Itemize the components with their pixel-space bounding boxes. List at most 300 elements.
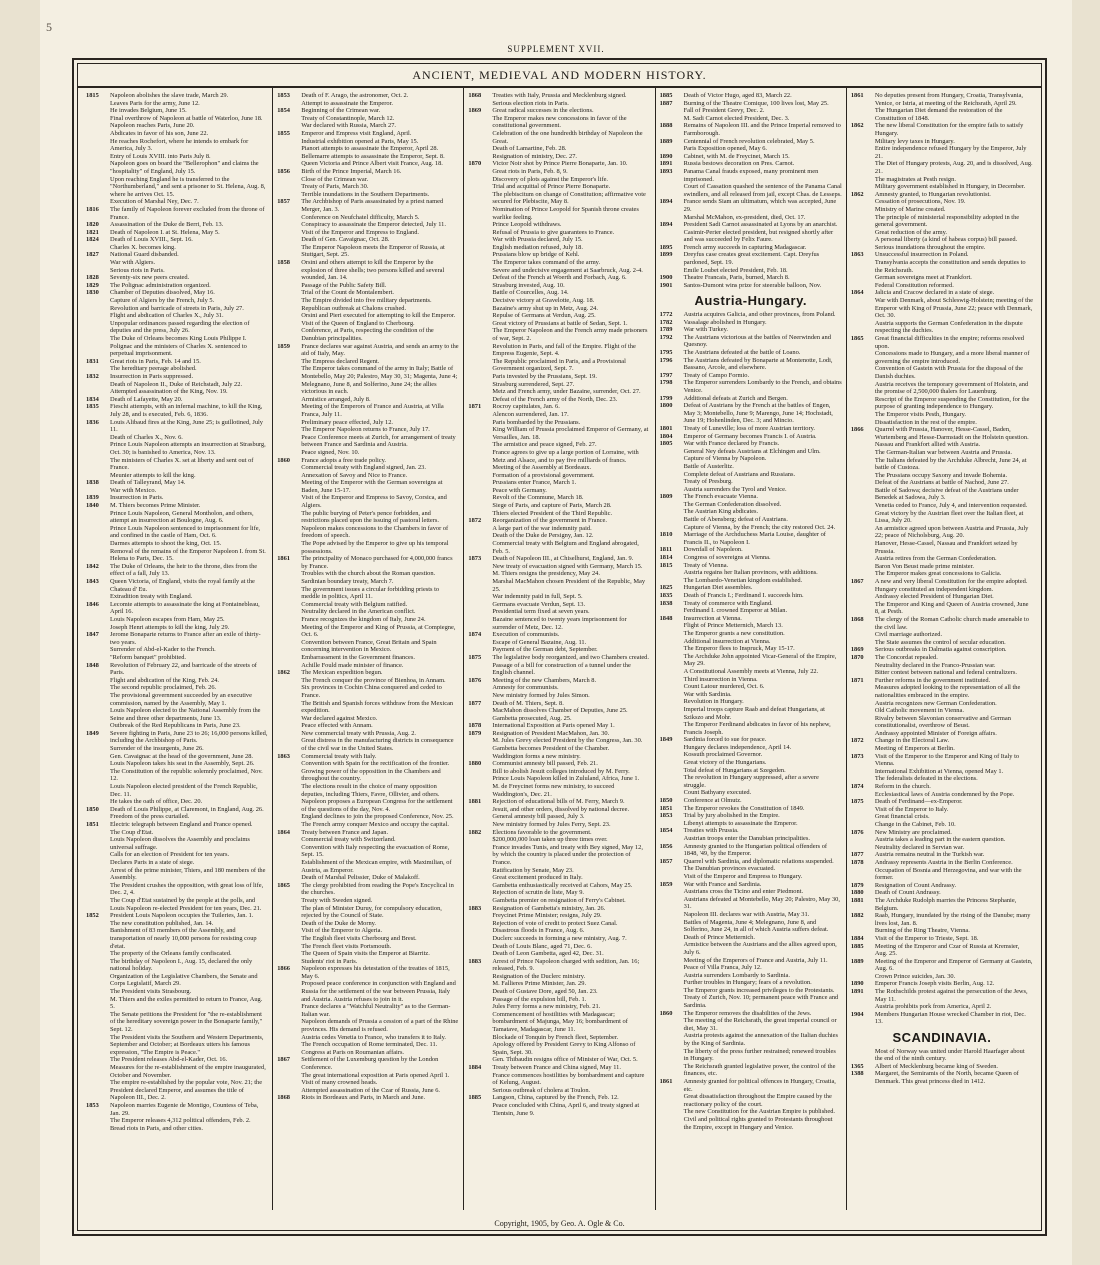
entry-year <box>277 1049 297 1057</box>
entry-year <box>660 744 680 752</box>
entry-text: Louis Napoleon escapes from Ham, May 25. <box>110 615 225 623</box>
entry-text: Margaret, the Semiramis of the North, became Queen of Denmark. This great princess died in 1412. <box>874 1070 1019 1085</box>
history-entry <box>851 912 1033 927</box>
entry-text: Great dissatisfaction throughout the Empire caused by the reactionary policy of the court. <box>683 1093 832 1108</box>
history-entry <box>86 616 268 624</box>
entry-year <box>468 836 488 844</box>
history-entry <box>277 1018 459 1033</box>
history-entry <box>277 115 459 123</box>
history-entry <box>851 791 1033 799</box>
entry-year <box>468 115 488 130</box>
history-entry <box>851 821 1033 829</box>
entry-year <box>468 540 488 555</box>
entry-year <box>468 449 488 464</box>
entry-text: The Coup d'Etat sustained by the people at the polls, and Louis Napoleon re-elected President for ten years, Dec. 21. <box>110 896 262 912</box>
entry-text: The Austrians defeated at the battle of Loano. <box>683 349 801 356</box>
entry-text: France declares war against Austria, and sends an army to the aid of Italy, May. <box>301 342 459 358</box>
history-entry <box>277 677 459 685</box>
history-entry <box>468 768 650 776</box>
entry-year <box>86 927 106 950</box>
entry-year <box>660 577 680 585</box>
entry-year <box>86 198 106 206</box>
entry-year <box>468 1102 488 1117</box>
entry-text: Victor Noir shot by Prince Pierre Bonaparte, Jan. 10. <box>492 160 628 168</box>
history-entry <box>468 540 650 555</box>
entry-year: 1792 <box>659 333 673 341</box>
history-entry <box>86 312 268 320</box>
history-entry <box>277 358 459 366</box>
entry-text: Charles X. becomes king. <box>110 243 176 251</box>
entry-text: Remains of Napoleon III. and the Prince Imperial removed to Farmborough. <box>683 122 841 137</box>
history-entry <box>468 692 650 700</box>
entry-text: The provisional government succeeded by an executive commission, named by the Assembly, May 1. <box>110 691 252 707</box>
history-entry <box>468 775 650 783</box>
entry-text: International Exposition at Paris opened May 1. <box>492 722 615 730</box>
entry-year: 1871 <box>468 403 482 411</box>
entry-year: 1850 <box>659 797 673 805</box>
entry-year <box>86 176 106 199</box>
entry-year <box>468 267 488 275</box>
page-title: ANCIENT, MEDIEVAL AND MODERN HISTORY. <box>78 64 1041 88</box>
entry-text: The Coup d'Etat. <box>110 828 154 836</box>
entry-year: 1835 <box>659 592 673 599</box>
entry-year <box>277 730 297 738</box>
entry-year <box>660 896 680 911</box>
history-entry <box>277 798 459 813</box>
history-entry <box>660 843 842 858</box>
entry-text: Battle of Courcelles, Aug. 14. <box>492 289 569 297</box>
history-entry <box>660 251 842 266</box>
history-entry <box>660 501 842 509</box>
history-entry <box>468 259 650 267</box>
history-entry <box>277 1056 459 1071</box>
history-entry <box>851 829 1033 837</box>
history-entry <box>277 153 459 161</box>
entry-year <box>851 441 871 449</box>
entry-text: The Concordat repealed. <box>874 653 938 661</box>
entry-year: 1885 <box>850 942 864 950</box>
entry-year <box>277 229 297 237</box>
entry-text: Freycinet Prime Minister; resigns, July 29. <box>492 912 602 920</box>
history-entry <box>468 411 650 419</box>
entry-year <box>851 502 871 510</box>
entry-text: The French army conquer Mexico and occupy the capital. <box>301 821 450 828</box>
entry-year <box>468 312 488 320</box>
entry-text: Additional insurrection at Vienna. <box>683 637 771 645</box>
entry-year: 1856 <box>277 167 290 175</box>
history-entry <box>468 745 650 753</box>
entry-year: 1861 <box>277 555 290 563</box>
entry-text: The President crushes the opposition, with great loss of life, Dec. 2, 4. <box>110 881 264 897</box>
entry-text: The French fleet visits Portsmouth. <box>301 942 392 950</box>
history-entry <box>851 176 1033 184</box>
history-entry <box>277 715 459 723</box>
entry-text: Hungary declares independence, April 14. <box>683 743 792 751</box>
history-entry <box>86 897 268 912</box>
entry-year: 1798 <box>659 379 673 387</box>
history-entry <box>851 540 1033 555</box>
entry-text: Prince Louis Napoleon, General Montholon, and others, attempt an insurrection at Boulogne, Aug. 6. <box>110 509 254 525</box>
history-entry <box>86 305 268 313</box>
entry-year: 1894 <box>659 221 673 229</box>
entry-text: The Emperor takes command of the army in Italy; Battle of Montebello, May 20; Palestro, May 30, 31; Magenta, June 4; Melegnano, June 8, and Solferino, June 24; the allies victorious in each. <box>301 365 458 396</box>
entry-text: Paris Exposition opened, May 6. <box>683 145 768 153</box>
history-entry <box>277 138 459 146</box>
history-entry <box>468 760 650 768</box>
entry-year <box>851 768 871 776</box>
history-entry <box>86 229 268 237</box>
history-entry <box>660 244 842 252</box>
entry-year <box>468 176 488 184</box>
entry-year: 1851 <box>659 804 673 812</box>
entry-year <box>277 1041 297 1049</box>
entry-year <box>86 760 106 768</box>
entry-year <box>468 532 488 540</box>
history-entry <box>86 502 268 510</box>
history-entry <box>277 624 459 639</box>
history-entry <box>851 502 1033 510</box>
history-entry <box>86 373 268 381</box>
entry-text: The President visits the Southern and Western Departments, September and October; at Bordeaux utters his famous expression, "The Empire is Peace." <box>110 1033 264 1056</box>
entry-year <box>468 289 488 297</box>
entry-text: Republican outbreak at Chalons crushed. <box>301 304 407 312</box>
entry-text: Severe fighting in Paris, June 23 to 26; 16,000 persons killed, including the Archbishop of Paris. <box>110 729 268 745</box>
entry-text: Commercial treaty with Italy. <box>301 752 377 760</box>
history-entry <box>468 950 650 958</box>
entry-year <box>468 396 488 404</box>
history-entry <box>660 122 842 137</box>
history-column-4 <box>656 88 847 1210</box>
entry-text: Death of M. Thiers, Sept. 8. <box>492 699 564 707</box>
entry-text: Marshal MacMahon chosen President of the Republic, May 25. <box>492 578 646 593</box>
history-entry <box>660 349 842 357</box>
entry-text: Six provinces in Cochin China conquered and ceded to France. <box>301 684 442 699</box>
entry-text: Great victory of Prussians at battle of Sedan, Sept. 1. <box>492 319 628 327</box>
entry-text: Ministry of Marine created. <box>874 205 946 213</box>
history-entry <box>660 153 842 161</box>
entry-text: Insurrection in Paris. <box>110 494 164 502</box>
history-entry <box>468 145 650 153</box>
history-entry <box>277 1041 459 1049</box>
entry-text: Visit of the Queen of England to Cherbourg. <box>301 319 415 327</box>
entry-text: Execution of Marshal Ney, Dec. 7. <box>110 198 199 206</box>
history-entry <box>86 441 268 456</box>
history-entry <box>468 236 650 244</box>
entry-text: The legislative body reorganized, and two Chambers created. <box>492 653 649 661</box>
history-entry <box>468 464 650 472</box>
history-entry <box>468 381 650 389</box>
entry-year <box>851 927 871 935</box>
entry-text: Reform in the church. <box>874 783 931 791</box>
entry-year <box>851 160 871 175</box>
entry-text: Communist amnesty bill passed, Feb. 21. <box>492 760 598 768</box>
entry-text: Austrian troops enter the Danubian principalities. <box>683 835 810 842</box>
entry-year <box>277 677 297 685</box>
entry-year <box>86 692 106 707</box>
entry-year: 1900 <box>659 274 673 282</box>
history-entry <box>468 130 650 145</box>
history-entry <box>277 525 459 540</box>
entry-text: Capture of Vienna, by the French; the city restored Oct. 24. <box>683 523 836 531</box>
entry-year <box>86 267 106 275</box>
entry-year <box>86 798 106 806</box>
entry-year: 1865 <box>277 881 290 889</box>
entry-text: Visit of the Emperor to Trieste, Sept. 18. <box>874 934 979 942</box>
entry-text: Polignac and the ministers of Charles X. sentenced to perpetual imprisonment. <box>110 342 247 358</box>
entry-year <box>468 320 488 328</box>
entry-year: 1801 <box>659 424 673 432</box>
history-entry <box>468 115 650 130</box>
entry-text: Neutrality declared in the American conflict. <box>301 608 416 616</box>
entry-year <box>660 645 680 653</box>
entry-year <box>660 774 680 789</box>
entry-text: The public burying of Peter's pence forbidden, and restrictions placed upon the issuing of pastoral letters. <box>301 509 439 525</box>
entry-text: Russia bestows decoration on Pres. Carnot. <box>683 160 795 168</box>
entry-text: Attempted assassination of the Czar of Russia, June 6. <box>301 1086 440 1094</box>
history-entry <box>851 867 1033 882</box>
entry-year <box>468 950 488 958</box>
entry-year <box>277 783 297 798</box>
history-entry <box>86 631 268 646</box>
history-entry <box>468 267 650 275</box>
entry-year: 1850 <box>86 805 99 813</box>
history-entry <box>86 100 268 108</box>
entry-year: 1864 <box>277 828 290 836</box>
entry-year <box>468 745 488 753</box>
entry-year <box>86 434 106 442</box>
entry-text: Birth of the Prince Imperial, March 16. <box>301 167 402 175</box>
entry-text: Emperor Francis Joseph visits Berlin, Aug. 12. <box>874 980 995 988</box>
history-entry <box>660 987 842 995</box>
entry-text: Death of Louis Philippe, at Claremont, in England, Aug. 26. <box>110 805 264 813</box>
entry-year: 1878 <box>850 858 864 866</box>
entry-year: 1863 <box>850 251 864 259</box>
history-entry <box>468 472 650 480</box>
history-entry <box>851 684 1033 699</box>
entry-text: The federalists defeated in the elections. <box>874 775 978 783</box>
history-entry <box>660 229 842 244</box>
history-entry <box>468 783 650 798</box>
history-entry <box>660 516 842 524</box>
history-entry <box>86 494 268 502</box>
entry-year <box>277 122 297 130</box>
entry-text: Austria surrenders Lombardy to Sardinia. <box>683 971 790 979</box>
history-entry <box>277 965 459 980</box>
entry-text: Great victory of the Hungarians. <box>683 759 767 767</box>
history-entry <box>277 700 459 715</box>
history-entry <box>86 457 268 472</box>
entry-text: Orsini and Pieri executed for attempting to kill the Emperor. <box>301 312 456 320</box>
entry-year <box>468 221 488 229</box>
entry-text: Commercial treaty with England signed, Jan. 23. <box>301 464 426 472</box>
entry-year <box>86 646 106 654</box>
entry-year <box>468 343 488 358</box>
entry-text: Siege of Paris, and capture of Paris, March 28. <box>492 502 612 510</box>
entry-text: Armistice arranged, July 8. <box>301 395 371 403</box>
entry-text: New commercial treaty with Prussia, Aug. 2. <box>301 729 417 737</box>
entry-year <box>851 601 871 616</box>
entry-text: The Empress declared Regent. <box>301 357 380 365</box>
entry-text: Treaties with Prussia. <box>683 827 739 835</box>
entry-text: Gen. Thibaudin resigns office of Minister of War, Oct. 5. <box>492 1056 638 1064</box>
entry-text: The Austrians victorious at the battles of Neerwinden and Quesnoy. <box>683 333 831 349</box>
entry-text: Bill to abolish Jesuit colleges introduced by M. Ferry. <box>492 767 630 775</box>
history-entry <box>86 267 268 275</box>
entry-year <box>86 153 106 161</box>
history-entry <box>277 449 459 457</box>
entry-text: Visit of the Emperor and Empress to Savoy, Corsica, and Algiers. <box>301 494 447 510</box>
entry-text: New treaty of evacuation signed with Germany, March 15. <box>492 562 643 570</box>
entry-text: Death of the Duke de Persigny, Jan. 12. <box>492 532 594 540</box>
entry-year <box>851 715 871 730</box>
history-entry <box>277 191 459 199</box>
entry-text: English mediation refused, July 18. <box>492 243 583 251</box>
entry-year <box>86 388 106 396</box>
entry-year <box>660 267 680 275</box>
history-entry <box>468 517 650 525</box>
entry-year: 1824 <box>86 236 99 244</box>
entry-year <box>468 1034 488 1042</box>
entry-text: Bellemarre attempts to assassinate the Emperor, Sept. 8. <box>301 152 445 160</box>
entry-year <box>277 282 297 290</box>
history-entry <box>86 206 268 221</box>
history-entry <box>468 274 650 282</box>
history-entry <box>86 745 268 753</box>
entry-year <box>468 844 488 867</box>
history-entry <box>660 638 842 646</box>
entry-text: M. Thiers resigns the presidency, May 24. <box>492 570 600 578</box>
history-entry <box>86 259 268 267</box>
entry-text: Resignation of Gambetta's ministry, Jan. 26. <box>492 904 606 912</box>
history-entry <box>660 138 842 146</box>
history-entry <box>468 927 650 935</box>
history-entry <box>277 882 459 897</box>
entry-year <box>86 381 106 389</box>
entry-text: Dreyfus case creates great excitement. Capt. Dreyfus pardoned, Sept. 19. <box>683 251 820 267</box>
entry-text: Death of Francis I.; Ferdinand I. succeeds him. <box>683 592 804 599</box>
entry-year <box>86 882 106 897</box>
history-entry <box>468 867 650 875</box>
history-entry <box>468 244 650 252</box>
entry-text: Flight and abdication of Charles X., July 31. <box>110 312 224 320</box>
entry-year <box>468 305 488 313</box>
history-entry <box>86 867 268 882</box>
entry-text: Payment of the German debt, September. <box>492 646 598 654</box>
entry-year: 1862 <box>850 122 864 130</box>
entry-text: Downfall of Napoleon. <box>683 546 743 554</box>
entry-year <box>468 806 488 814</box>
entry-text: The new liberal Constitution for the empire fails to satisfy Hungary. <box>874 122 1024 137</box>
history-entry <box>468 578 650 593</box>
history-entry <box>851 365 1033 380</box>
history-entry <box>660 607 842 615</box>
history-entry <box>86 624 268 632</box>
entry-text: Revolt of the Commune, March 18. <box>492 494 584 502</box>
entry-text: Rocroy capitulates, Jan. 6. <box>492 403 560 411</box>
entry-text: War with France declared by Francis. <box>683 440 780 448</box>
history-entry <box>468 707 650 715</box>
entry-year: 1839 <box>86 494 99 502</box>
entry-year: 1830 <box>86 289 99 297</box>
entry-year <box>660 820 680 828</box>
entry-text: France invades Tunis, and treaty with Bey signed, May 12, by which the country is placed under the protection of France. <box>492 843 643 866</box>
history-entry <box>277 555 459 570</box>
entry-year <box>86 320 106 335</box>
entry-year <box>277 662 297 670</box>
entry-year <box>277 920 297 928</box>
history-entry <box>86 920 268 928</box>
entry-year: 1867 <box>850 578 864 585</box>
entry-year <box>86 988 106 996</box>
history-entry <box>851 768 1033 776</box>
history-entry <box>851 487 1033 502</box>
history-entry <box>86 798 268 806</box>
history-entry <box>660 957 842 965</box>
entry-year <box>660 934 680 942</box>
history-entry <box>660 592 842 600</box>
history-entry <box>468 654 650 662</box>
entry-text: The plebiscitum on change of Constitution; affirmative vote secured for Plebiscite, May 8. <box>492 190 646 206</box>
entry-text: Peace concluded with China, April 6, and treaty signed at Tientsin, June 9. <box>492 1101 640 1117</box>
entry-year <box>277 100 297 108</box>
history-entry <box>86 122 268 130</box>
entry-text: Napoleon abolishes the slave trade, March 29. <box>110 92 229 99</box>
entry-year <box>86 160 106 175</box>
entry-text: Nassau and Frankfort allied with Austria. <box>874 441 981 449</box>
entry-year <box>277 426 297 434</box>
entry-text: The Emperor grants a new constitution. <box>683 629 785 637</box>
entry-text: Serious election riots in Paris. <box>492 99 569 107</box>
history-entry <box>851 259 1033 274</box>
entry-text: Meeting of the Emperors of France and Austria, at Villa Franca, July 11. <box>301 403 444 418</box>
entry-text: Duclerc succeeds in forming a new ministry, Aug. 7. <box>492 934 627 942</box>
history-column-5 <box>847 88 1037 1210</box>
entry-year <box>851 396 871 411</box>
history-entry <box>86 510 268 525</box>
entry-year: 1388 <box>850 1070 864 1078</box>
history-entry <box>86 472 268 480</box>
history-entry <box>277 343 459 358</box>
entry-text: Congress at Paris on Roumanian affairs. <box>301 1048 405 1056</box>
history-entry <box>468 494 650 502</box>
history-entry <box>277 122 459 130</box>
entry-year <box>86 548 106 563</box>
history-entry <box>86 722 268 730</box>
entry-year: 1795 <box>659 349 673 356</box>
history-entry <box>468 874 650 882</box>
entry-year <box>277 950 297 958</box>
entry-text: Andrassy elected President of Hungarian Diet. <box>874 593 994 601</box>
history-entry <box>86 1125 268 1133</box>
entry-year <box>86 441 106 456</box>
entry-year <box>660 759 680 767</box>
entry-text: Revolution and barricade of streets in Paris, July 27. <box>110 304 244 312</box>
history-entry <box>851 669 1033 677</box>
entry-text: French army succeeds in capturing Madagascar. <box>683 243 807 251</box>
history-entry <box>86 221 268 229</box>
entry-year <box>660 1093 680 1108</box>
entry-year <box>468 692 488 700</box>
entry-year <box>277 897 297 905</box>
history-entry <box>660 267 842 275</box>
entry-text: England declines to join the proposed Conference, Nov. 25. <box>301 813 454 821</box>
history-entry <box>468 829 650 837</box>
entry-text: Organization of the Legislative Chambers, the Senate and Corps Legislatif, March 29. <box>110 972 258 988</box>
history-entry <box>660 214 842 222</box>
history-entry <box>468 426 650 441</box>
entry-year <box>86 753 106 761</box>
entry-text: Outbreak of the Red Republicans in Paris, June 23. <box>110 722 241 730</box>
